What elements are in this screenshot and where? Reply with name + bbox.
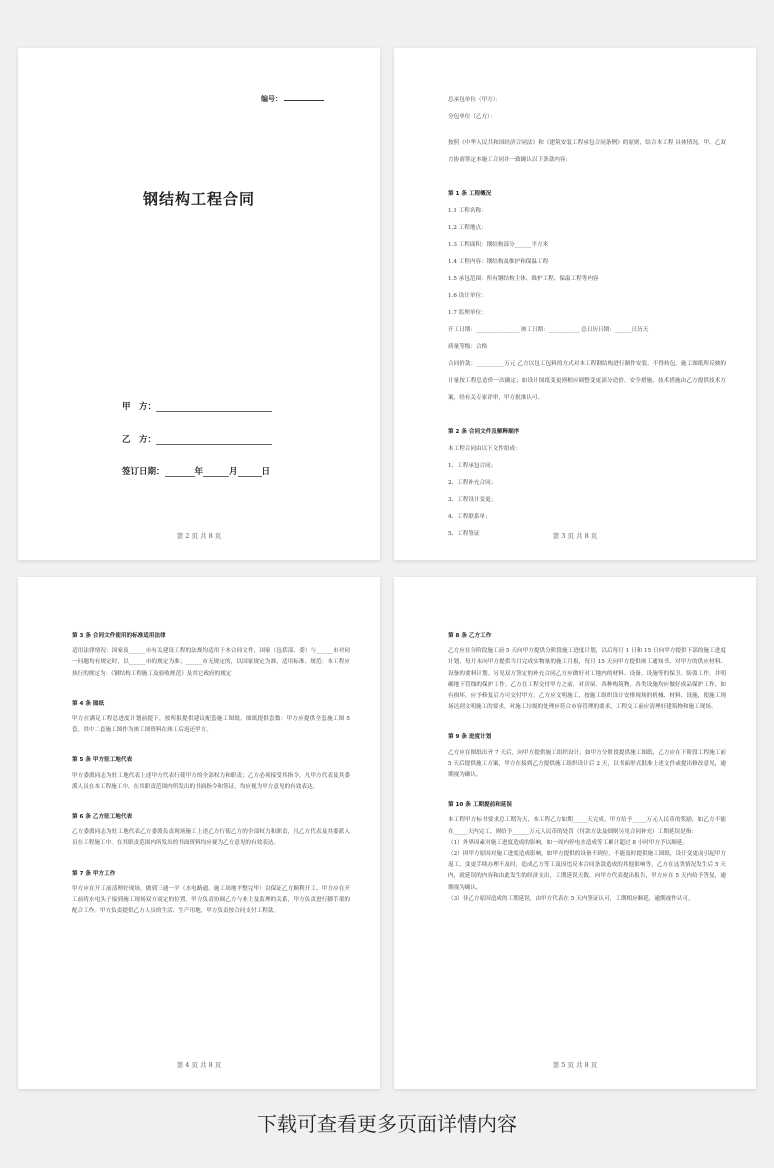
sign-date-label: 签订日期：	[122, 467, 165, 477]
spacer	[448, 781, 726, 790]
cover-page	[18, 48, 380, 560]
section-heading: 第 2 条 合同文件及解释顺序	[448, 429, 520, 435]
paragraph: 1.1 工程名称：	[448, 208, 487, 214]
paragraph: 甲方在满足工程总进度计划前提下，按所报提供建议配套施工图纸，图纸提供套数：甲方应提供全套施工图 5 套，其中二套施工图作为竣工图资料在竣工后返还甲方。	[72, 716, 350, 734]
page-3	[394, 48, 756, 560]
document-title: 钢结构工程合同	[142, 190, 255, 208]
section-heading: 第 10 条 工期提前和延误	[448, 802, 512, 809]
contract-number-blank	[284, 100, 324, 101]
page-footer: 第 5 页 共 8 页	[552, 1061, 598, 1069]
paragraph: 分包单位（乙方）：	[448, 114, 496, 120]
paragraph: 5、工程签证	[448, 531, 480, 537]
paragraph: （1）外界因素对施工进度造成的影响，如一周内停电水造成等工累计超过 8 小时甲方予以顺延。	[448, 839, 689, 846]
section-heading: 第 1 条 工程概况	[448, 191, 492, 197]
paragraph: 1.7 监理单位：	[448, 310, 487, 316]
spacer	[448, 126, 726, 135]
spacer	[72, 850, 350, 859]
party-a-field	[122, 400, 272, 412]
spacer	[72, 680, 350, 689]
section-heading: 第 7 条 甲方工作	[72, 870, 116, 877]
year-label: 年	[194, 467, 204, 477]
page-5-content	[448, 621, 726, 905]
paragraph: 质量等级：合格	[448, 344, 488, 350]
paragraph: 本工程合同由以下文件组成：	[448, 446, 521, 452]
spacer	[72, 793, 350, 802]
paragraph: 乙方应在分阶段施工前 5 天向甲方提供分阶段施工进度计划，以后每月 1 日和 15 日向甲方提供下部的施工进度计划，每月末向甲方提供当月完成实物量的施工月报，每月 15 天向甲方提供竣工通知书、对甲方的供应材料、设备的要料计划。另见双方签定的补充合同乙方应做好对工地内的材料、设备、设施等的保卫、防盗工作，并明确地下管线的保护工作。乙方在工程交付甲方之前，对房屋、各种构筑物，各类设施均应做好成品保护工作，如有损坏，应予修复后方可交付甲方。乙方应文明施工，按施工组织设计安排现场的机械、材料、设施，使施工现场达到文明施工的要求，对施工垃圾的处理应符合市容管理的要求，工程交工前应清理好建筑物和施工现场。	[448, 648, 726, 711]
month-label: 月	[229, 467, 238, 477]
spacer	[448, 713, 726, 722]
spacer	[72, 736, 350, 745]
paragraph: 甲方委派同志为驻工地代表上述甲方代表行使甲方的全部权力和职责；乙方必须接受其指令，凡甲方代表及其委派人员在本工程施工中，在其职责范围内所发出的书面指令和签证，均应视为甲方意见的有效表达。	[72, 772, 350, 790]
page-4-content	[72, 621, 350, 917]
paragraph: 1.3 工程面积：钢结构部分______平方米	[448, 242, 549, 248]
contract-number-label: 编号：	[261, 95, 282, 103]
paragraph: 2、工程补充合同；	[448, 480, 497, 486]
paragraph: （2）因甲方原因对施工进度造成影响，如甲方提供的设备不到位，不能及时提供施工图纸，设计变更而引起甲方返工，变更手续办理不及时，造成乙方等工及因违反本合同条款造成的其他影响等，乙方在这类情况发生后 5 天内，就延误的内容和由此发生的经济支出，工期延误天数，向甲方代表提出报告，甲方应在 5 天内给予答复，逾期视为确认。	[448, 851, 726, 891]
paragraph: 乙方应在图纸出齐 7 天后，向甲方提供施工组织设计，如甲方分阶段提供施工图纸，乙方应在下阶段工程施工前 5 天后提供施工方案，甲方在接到乙方提供施工组织设计后 2 天，以书面形式批准上述文件或提出修改意见，逾期视为确认。	[448, 749, 726, 779]
paragraph: 1.6 设计单位：	[448, 293, 487, 299]
page-footer: 第 4 页 共 8 页	[176, 1061, 222, 1069]
page-5	[394, 577, 756, 1089]
paragraph: 适用法律情况：国家及______市有关建设工程的法规均适用于本合同文件，国家（包括部、委）与______市对同一问题均有规定时，以______市的规定为准；______市无规定的，以国家规定为准，适用标准、规范：本工程应执行的规定为：《钢结构工程施工及验收规范》及其它政府的规定	[72, 648, 350, 677]
party-b-blank	[156, 436, 272, 445]
party-a-label: 甲 方：	[122, 402, 157, 412]
paragraph: 本工程甲方标书要求总工期为天，本工程乙方如期_____天完成，甲方给予_____万元人民币的奖励，如乙方不能在_____天内完工，则给予______万元人民币的处罚（付款方法及细则另见合同补充）工期延误是指：	[448, 817, 726, 835]
day-blank	[238, 468, 262, 477]
section-heading: 第 9 条 进度计划	[448, 734, 492, 741]
section-heading: 第 6 条 乙方驻工地代表	[72, 814, 133, 821]
paragraph: 1.5 承包范围：所有钢结构主体、维护工程、保温工程等内容	[448, 276, 599, 282]
party-a-blank	[156, 403, 272, 412]
paragraph: 甲方应在开工前清理好现场，做到三通一平（水电路通、施工场地平整完毕）以保证乙方顺利开工。甲方应在开工前将水电头子接到施工现场双方商定的位置。甲方负责协调乙方与业主及监理的关系，甲方负责进行脚手架的配合工作。甲方负责提供乙方人员的生活、生产用地，甲方负责按合同支付工程款。	[72, 885, 350, 915]
contract-number	[261, 94, 324, 104]
paragraph: 开工日期：________________竣工日期：___________ 总日历日期：______日历天	[448, 327, 649, 333]
paragraph: （3）非乙方原因造成的工期延误，由甲方代表在 5 天内签证认可，工期相应顺延，逾期视作认可。	[448, 895, 694, 902]
party-b-field	[122, 433, 272, 445]
paragraph: 1.4 工程内容：钢结构及维护和保温工程	[448, 259, 549, 265]
download-caption: 下载可查看更多页面详情内容	[257, 1112, 517, 1136]
section-heading: 第 4 条 图纸	[72, 700, 105, 707]
paragraph: 1.2 工程地点：	[448, 225, 487, 231]
paragraph: 3、工程设计变更；	[448, 497, 497, 503]
paragraph: 乙方委派同志为驻工地代表乙方委派负责现场施工上述乙方行使乙方的全部权力和职责，凡乙方代表及其委派人员在工程施工中，在其职责范围内所发出的书面资料均应视为乙方意见的有效表达。	[72, 829, 350, 847]
month-blank	[203, 468, 229, 477]
section-heading: 第 8 条 乙方工作	[448, 633, 492, 639]
page-3-content	[448, 92, 726, 543]
day-label: 日	[261, 467, 271, 477]
page-footer: 第 2 页 共 8 页	[176, 532, 222, 540]
page-4	[18, 577, 380, 1089]
page-footer: 第 3 页 共 8 页	[552, 532, 598, 540]
party-b-label: 乙 方：	[122, 435, 157, 445]
paragraph: 1、工程承包合同；	[448, 463, 497, 469]
spacer	[448, 407, 726, 416]
sign-date-field	[122, 465, 270, 477]
spacer	[448, 169, 726, 178]
paragraph: 按照《中华人民共和国经济合同法》和《建筑安装工程承包合同条例》的原则，结合本工程 具体情况，甲、乙双方协商签定本施工合同并一致确认以下条款内容：	[448, 140, 726, 163]
paragraph: 合同价款：__________万元 乙方以包工包料的方式对本工程钢结构进行制作安装，不得转包。施工图纸所反映的计量按工程总造价一次确定；如设计图纸变更则相应调整变更部分造价。安全措施、技术措施由乙方提供技术方案，经有关专家评审，甲方批准认可。	[448, 361, 726, 401]
paragraph: 总承包单位（甲方）：	[448, 97, 502, 103]
year-blank	[165, 468, 195, 477]
section-heading: 第 3 条 合同文件使用的标准适用法律	[72, 633, 166, 639]
paragraph: 4、工程联系单；	[448, 514, 491, 520]
section-heading: 第 5 条 甲方驻工地代表	[72, 757, 133, 764]
